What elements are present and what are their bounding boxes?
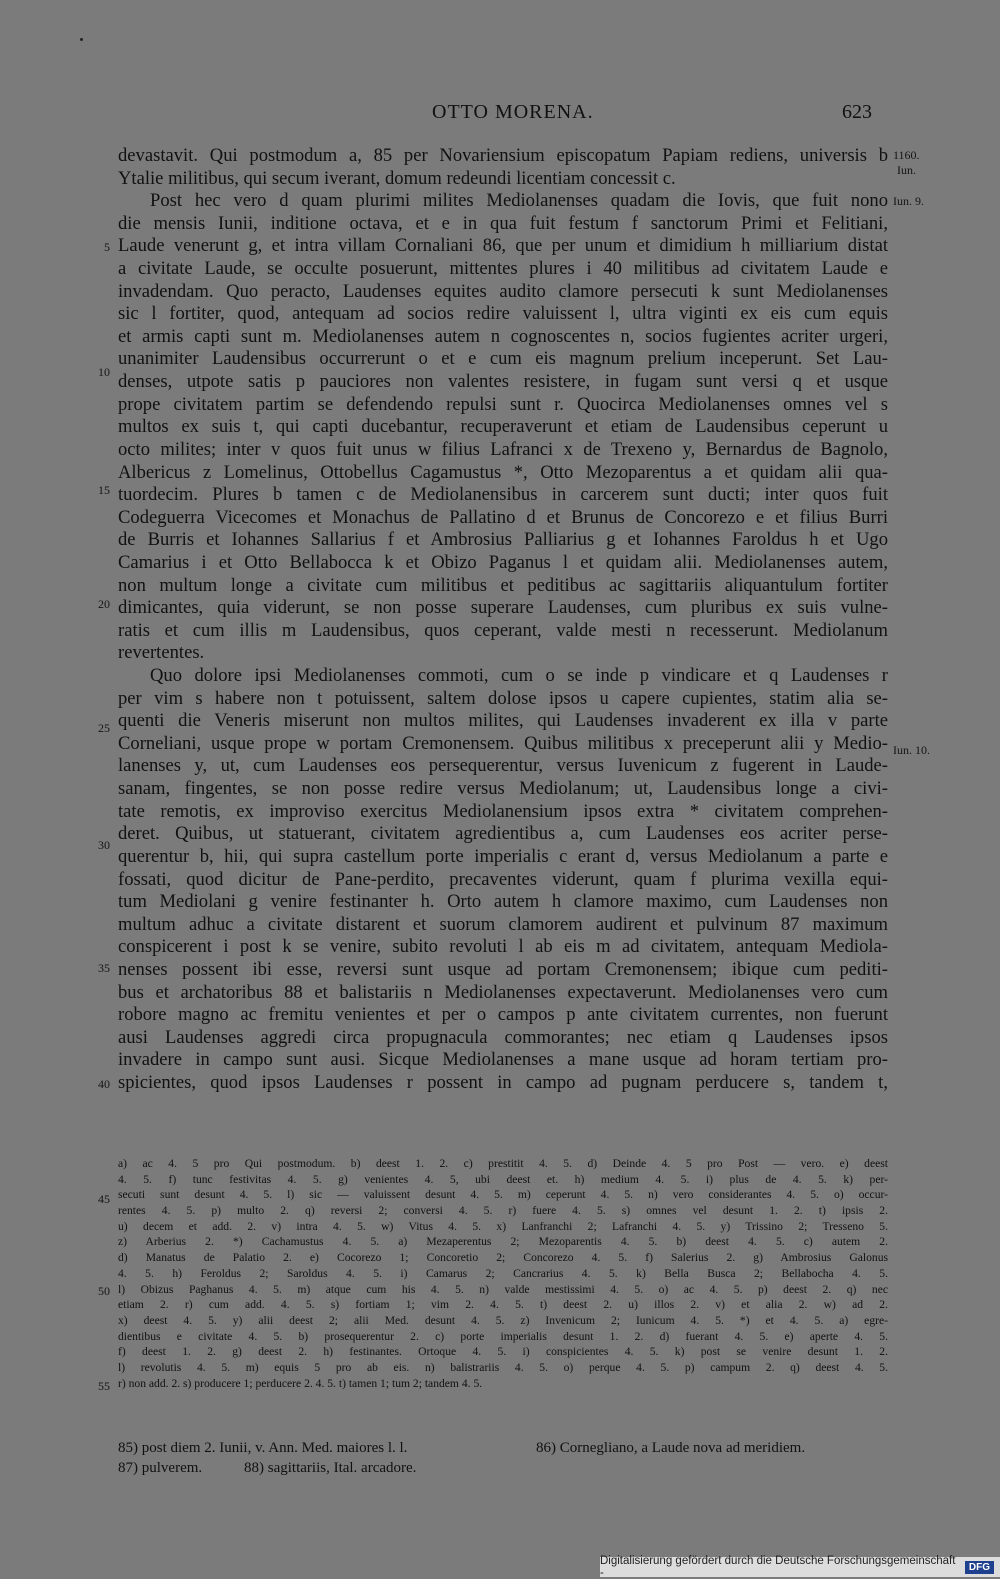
apparatus-line: 4. 5. f) tunc festivitas 4. 5. g) venientes 4. 5, ubi deest et. h) medium 4. 5. i) plus de 4. 5. k) per- (118, 1172, 888, 1186)
text-line: ausi Laudenses aggredi circa propugnacula commorantes; nec etiam q Laudenses ipsos (118, 1026, 888, 1048)
apparatus-line: x) deest 4. 5. y) alii deest 2; alii Med. desunt 4. 5. z) Invenicum 2; Iunicum 4. 5. *) et 4. 5. a) egre- (118, 1313, 888, 1327)
text-line: et armis capti sunt m. Mediolanenses autem n cognoscentes n, socios fugientes acriter urgeri, (118, 325, 888, 347)
apparatus-line: l) revolutis 4. 5. m) equis 5 pro ab eis. n) balistrariis 4. 5. o) perque 4. 5. p) campum 2. q) deest 4. 5. (118, 1360, 888, 1374)
line-number: 30 (98, 838, 110, 852)
line-number: 15 (98, 483, 110, 497)
text-line: de Burris et Iohannes Sallarius f et Ambrosius Palliarius g et Iohannes Faroldus h et Ugo (118, 529, 888, 551)
apparatus-line: a) ac 4. 5 pro Qui postmodum. b) deest 1. 2. c) prestitit 4. 5. d) Deinde 4. 5 pro Post — vero. e) deest (118, 1157, 888, 1170)
running-title: OTTO MORENA. (432, 101, 594, 123)
text-line: Laude venerunt g, et intra villam Cornaliani 86, que per unum et dimidium h milliarium distat (118, 235, 888, 257)
text-line: multos ex suis t, qui capti ducebantur, recuperaverunt et etiam de Laudensibus ceperunt u (118, 416, 888, 438)
text-line: multum adhuc a civitate distarent et suorum clamorem audirent et pulvinum 87 maximum (118, 913, 888, 935)
text-line: conspicerent i post k se venire, subito revoluti l ab eis m ad civitatem, antequam Mediola- (118, 936, 888, 958)
line-number: 5 (104, 240, 110, 254)
text-line: sanam, fingentes, se non posse redire versus Mediolanum; ut, Laudensibus longe a civi- (118, 778, 888, 800)
line-number: 45 (98, 1192, 110, 1206)
apparatus-line: r) non add. 2. s) producere 1; perducere 2. 4. 5. t) tamen 1; tum 2; tandem 4. 5. (118, 1376, 483, 1390)
footnote-row (118, 1458, 888, 1478)
line-number: 35 (98, 961, 110, 975)
text-line: bus et archatoribus 88 et balistariis n Mediolanenses expectaverunt. Mediolanenses vero cum (118, 981, 888, 1003)
margin-date: Iun. 9. (893, 194, 924, 208)
line-number: 40 (98, 1077, 110, 1091)
apparatus-line: secuti sunt desunt 4. 5. l) sic — valuissent desunt 4. 5. m) ceperunt 4. 5. n) vero considerantes 4. 5. o) occur- (118, 1188, 888, 1202)
text-line: Post hec vero d quam plurimi milites Mediolanenses quadam die Iovis, que fuit nono (150, 190, 888, 212)
text-line: octo milites; inter v quos fuit unus w filius Lafranci x de Trexeno y, Bernardus de Bagnolo, (118, 438, 888, 460)
page-header (0, 101, 1000, 127)
apparatus-line: f) deest 1. 2. g) deest 2. h) festinantes. Ortoque 4. 5. i) conspicientes 4. 5. k) post se venire desunt 1. 2. (118, 1345, 888, 1359)
line-number: 25 (98, 721, 110, 735)
text-line: ratis et cum illis m Laudensibus, quos ceperant, valde mesti n recesserunt. Mediolanum (118, 619, 888, 641)
text-line: Camarius i et Otto Bellabocca k et Obizo Paganus l et quidam alii. Mediolanenses autem, (118, 551, 888, 573)
text-line: die mensis Iunii, inditione octava, et e in qua fuit festum f sanctorum Primi et Felitiani, (118, 212, 888, 234)
footnote: 88) sagittariis, Ital. arcadore. (244, 1460, 417, 1476)
footnote: 87) pulverem. (118, 1460, 203, 1476)
text-line: nenses possent ibi esse, reversi sunt usque ad portam Cremonensem; ibique cum pediti- (118, 958, 888, 980)
text-line: per vim s habere non t potuissent, saltem dolose ipsos u capere cupientes, statim alia se- (118, 687, 888, 709)
text-line: invadere in campo sunt ausi. Sicque Mediolanenses a mane usque ad horam tertiam pro- (118, 1049, 888, 1071)
text-line: tate remotis, ex improviso exercitus Mediolanensium ipsos extra * civitatem comprehen- (118, 800, 888, 822)
footnote-row (118, 1438, 888, 1458)
text-line: deret. Quibus, ut statuerant, civitatem agredientibus a, cum Laudenses eos acriter perse- (118, 823, 888, 845)
text-line: Ytalie militibus, qui secum iverant, domum redeundi licentiam concessit c. (118, 167, 676, 189)
apparatus-line: z) Arberius 2. *) Cachamustus 4. 5. a) Mezaperentus 2; Mezoparentis 4. 5. b) deest 4. 5. c) autem 2. (118, 1235, 888, 1249)
line-number: 10 (98, 365, 110, 379)
apparatus-line: dientibus e civitate 4. 5. b) prosequerentur 2. c) porte imperialis desunt 1. 2. d) fuerant 4. 5. e) aperte 4. 5. (118, 1329, 888, 1343)
text-line: Corneliani, usque prope w portam Cremonensem. Quibus militibus x preceperunt alii y Medio- (118, 732, 888, 754)
margin-date: Iun. 10. (893, 743, 930, 757)
text-line: tuordecim. Plures b tamen c de Mediolanensibus in carcerem sunt ducti; inter quos fuit (118, 484, 888, 506)
text-line: dimicantes, quia viderunt, se non posse superare Laudenses, cum pluribus ex suis vulne- (118, 597, 888, 619)
text-line: Quo dolore ipsi Mediolanenses commoti, cum o se inde p vindicare et q Laudenses r (150, 665, 888, 687)
text-line: quenti die Veneris miserunt non multos milites, qui Laudenses invaderent ex illa v parte (118, 710, 888, 732)
text-line: querentur b, hii, qui supra castellum porte imperialis c erant d, versus Mediolanum a parte e (118, 845, 888, 867)
text-line: revertentes. (118, 642, 205, 664)
footnote: 85) post diem 2. Iunii, v. Ann. Med. maiores l. l. (118, 1440, 408, 1456)
line-number: 20 (98, 597, 110, 611)
line-number: 50 (98, 1284, 110, 1298)
digitization-footer (600, 1557, 1000, 1577)
funding-credit[interactable]: Digitalisierung gefördert durch die Deutsche Forschungsgemeinschaft - (600, 1555, 956, 1579)
main-text (118, 145, 888, 1095)
margin-month: Iun. (897, 163, 916, 177)
dfg-logo-icon[interactable]: DFG (965, 1561, 994, 1574)
text-line: Albericus z Lomelinus, Ottobellus Cagamustus *, Otto Mezoparentus a et quidam alii qua- (118, 461, 888, 483)
page-number: 623 (842, 101, 872, 123)
apparatus-line: 4. 5. h) Feroldus 2; Saroldus 4. 5. i) Camarus 2; Cancrarius 4. 5. k) Bella Busca 2; Bellabocha 4. 5. (118, 1266, 888, 1280)
text-line: prope civitatem partim se defendendo repulsi sunt r. Quocirca Mediolanenses omnes vel s (118, 393, 888, 415)
text-line: sic l fortiter, quod, antequam ad socios redire valuissent l, ultra viginti ex eis cum equis (118, 303, 888, 325)
text-line: a civitate Laude, se occulte posuerunt, mittentes plures i 40 militibus ad civitatem Laude e (118, 258, 888, 280)
text-line: tum Mediolani g venire festinanter h. Orto autem h clamore maximo, cum Laudenses non (118, 891, 888, 913)
text-line: denses, utpote satis p pauciores non valentes resistere, in fugam sunt versi q et usque (118, 371, 888, 393)
text-line: spicientes, quod ipsos Laudenses r possent in campo ad pugnam perducere s, tandem t, (118, 1071, 888, 1093)
scan-speck (80, 38, 83, 41)
footnote: 86) Cornegliano, a Laude nova ad meridiem. (536, 1440, 806, 1456)
text-line: devastavit. Qui postmodum a, 85 per Novariensium episcopatum Papiam rediens, universis b (118, 145, 888, 166)
text-line: Codeguerra Vicecomes et Monachus de Pallatino d et Brunus de Concorezo e et filius Burri (118, 506, 888, 528)
text-line: invadendam. Quo peracto, Laudenses equites audito clamore persecuti k sunt Mediolanenses (118, 280, 888, 302)
apparatus-line: etiam 2. r) cum add. 4. 5. s) fortiam 1; vim 2. 4. 5. t) deest 2. u) illos 2. v) et alia 2. w) ad 2. (118, 1298, 888, 1312)
text-line: fossati, quod dicitur de Pane-perdito, precaventes viderunt, quam f plurima vexilla equi- (118, 868, 888, 890)
line-number: 55 (98, 1379, 110, 1393)
apparatus-line: d) Manatus de Palatio 2. e) Cocorezo 1; Concoretio 2; Concorezo 4. 5. f) Salerius 2. g) Ambrosius Galonus (118, 1251, 888, 1265)
text-line: robore magno ac fremitu venientes et per o campos p ante civitatem currentes, non fuerunt (118, 1004, 888, 1026)
text-line: non multum longe a civitate cum militibus et peditibus ac sagittariis aliquantulum fortiter (118, 574, 888, 596)
margin-year: 1160. (893, 148, 920, 162)
apparatus-line: u) decem et add. 2. v) intra 4. 5. w) Vitus 4. 5. x) Lanfranchi 2; Lafranchi 4. 5. y) Trissino 2; Tresseno 5. (118, 1219, 888, 1233)
text-line: unanimiter Laudensibus occurrerunt o et e cum eis magnum prelium inceperunt. Set Lau- (118, 348, 888, 370)
footnotes (118, 1438, 888, 1478)
apparatus-line: l) Obizus Paghanus 4. 5. m) atque cum his 4. 5. n) valde mestissimi 4. 5. o) ac 4. 5. p) deest 2. q) nec (118, 1282, 888, 1296)
critical-apparatus (118, 1156, 888, 1391)
apparatus-line: rentes 4. 5. p) multo 2. q) reversi 2; conversi 4. 5. r) fuere 4. 5. s) omnes vel desunt 1. 2. t) ipsis 2. (118, 1204, 888, 1218)
text-line: lanenses y, ut, cum Laudenses eos persequerentur, versus Iuvenicum z fugerent in Laude- (118, 755, 888, 777)
